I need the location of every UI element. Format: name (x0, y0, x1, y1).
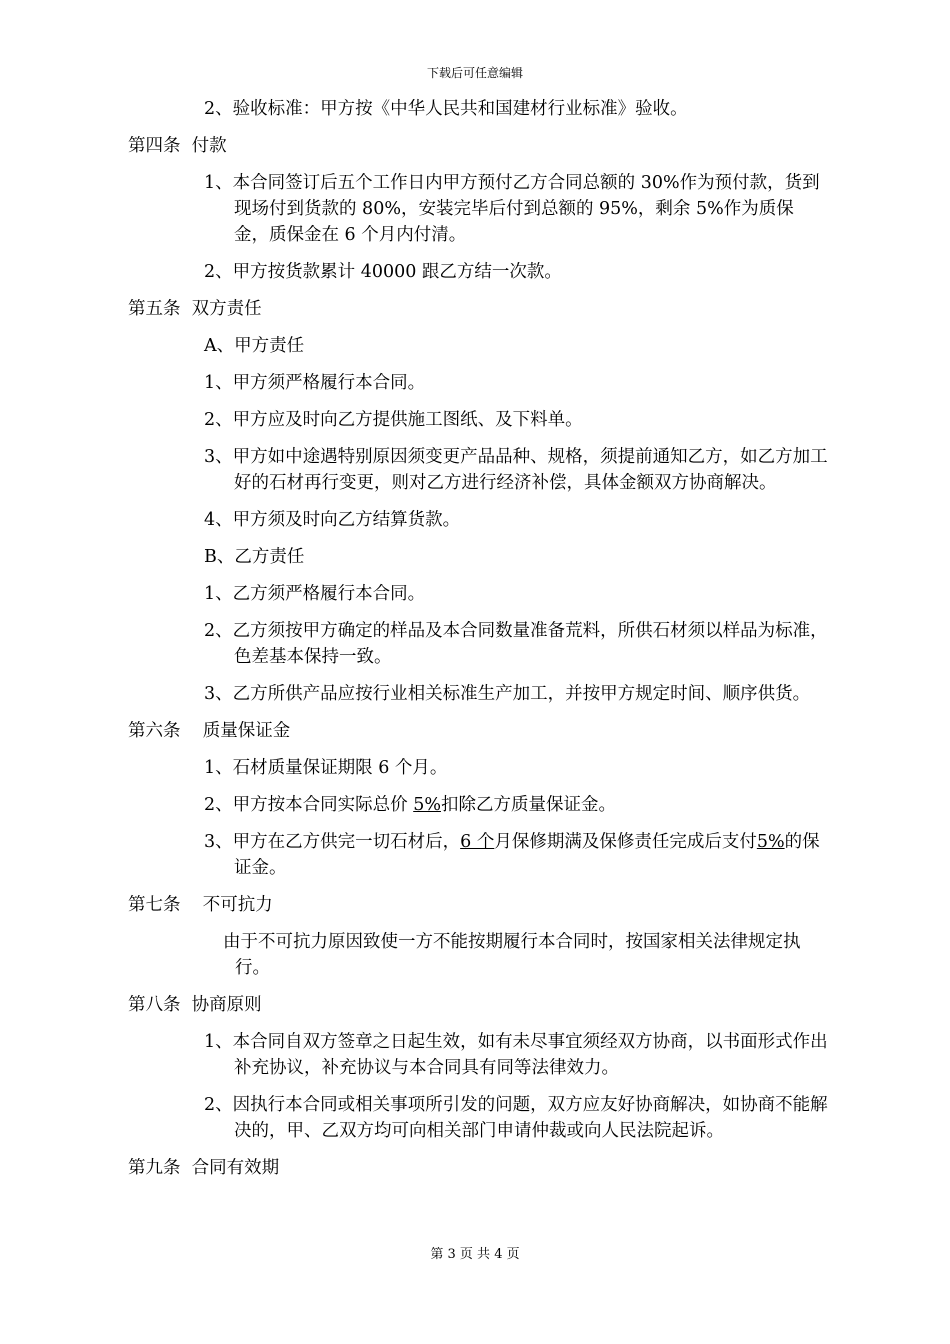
article-9-heading: 第九条 合同有效期 (128, 1158, 280, 1178)
warranty-item-3 (204, 829, 828, 881)
party-a-responsibility-title: A、甲方责任 (204, 336, 305, 356)
warranty-item-1: 1、石材质量保证期限 6 个月。 (204, 758, 448, 778)
payment-item-2: 2、甲方按货款累计 40000 跟乙方结一次款。 (204, 262, 562, 282)
force-majeure-text: 由于不可抗力原因致使一方不能按期履行本合同时，按国家相关法律规定执行。 (223, 932, 801, 978)
party-a-item-2: 2、甲方应及时向乙方提供施工图纸、及下料单。 (204, 410, 583, 430)
party-b-item-2: 2、乙方须按甲方确定的样品及本合同数量准备荒料，所供石材须以样品为标准，色差基本保持一致。 (204, 621, 828, 667)
warranty-item-3-text: 3、甲方在乙方供完一切石材后， (204, 832, 461, 852)
warranty-item-2 (204, 792, 828, 818)
warranty-item-2-text: 2、甲方按本合同实际总价 (204, 795, 414, 815)
warranty-item-2-text-end: 扣除乙方质量保证金。 (440, 795, 616, 815)
party-b-item-3: 3、乙方所供产品应按行业相关标准生产加工，并按甲方规定时间、顺序供货。 (204, 684, 811, 704)
article-7-heading: 第七条 不可抗力 (128, 895, 273, 915)
acceptance-standard-item: 2、验收标准：甲方按《中华人民共和国建材行业标准》验收。 (204, 99, 688, 119)
warranty-percent: 5% (413, 795, 441, 815)
article-6-heading: 第六条 质量保证金 (128, 721, 291, 741)
article-4-heading: 第四条 付款 (128, 136, 227, 156)
negotiation-item-1: 1、本合同自双方签章之日起生效，如有未尽事宜须经双方协商，以书面形式作出补充协议，补充协议与本合同具有同等法律效力。 (204, 1032, 828, 1078)
party-b-responsibility-title: B、乙方责任 (204, 547, 305, 567)
party-a-item-1: 1、甲方须严格履行本合同。 (204, 373, 426, 393)
warranty-item-3-text-mid: 月保修期满及保修责任完成后支付 (494, 832, 757, 852)
article-8-heading: 第八条 协商原则 (128, 995, 262, 1015)
page-header: 下载后可任意编辑 (426, 66, 523, 80)
negotiation-item-2: 2、因执行本合同或相关事项所引发的问题，双方应友好协商解决，如协商不能解决的，甲、乙双方均可向相关部门申请仲裁或向人民法院起诉。 (204, 1095, 828, 1141)
article-5-heading: 第五条 双方责任 (128, 299, 262, 319)
payment-item-1: 1、本合同签订后五个工作日内甲方预付乙方合同总额的 30%作为预付款，货到现场付到货款的 80%，安装完毕后付到总额的 95%，剩余 5%作为质保金，质保金在 6 个月内付清。 (204, 173, 820, 245)
warranty-period: 6 个 (460, 832, 495, 852)
page-number-footer: 第 3 页 共 4 页 (430, 1247, 520, 1262)
warranty-payment-percent: 5% (756, 832, 785, 852)
document-body (128, 96, 828, 1192)
warranty-item-3-text-end: 的保证金。 (234, 832, 820, 878)
party-b-item-1: 1、乙方须严格履行本合同。 (204, 584, 426, 604)
party-a-item-3: 3、甲方如中途遇特别原因须变更产品品种、规格，须提前通知乙方，如乙方加工好的石材再行变更，则对乙方进行经济补偿，具体金额双方协商解决。 (204, 447, 828, 493)
party-a-item-4: 4、甲方须及时向乙方结算货款。 (204, 510, 461, 530)
